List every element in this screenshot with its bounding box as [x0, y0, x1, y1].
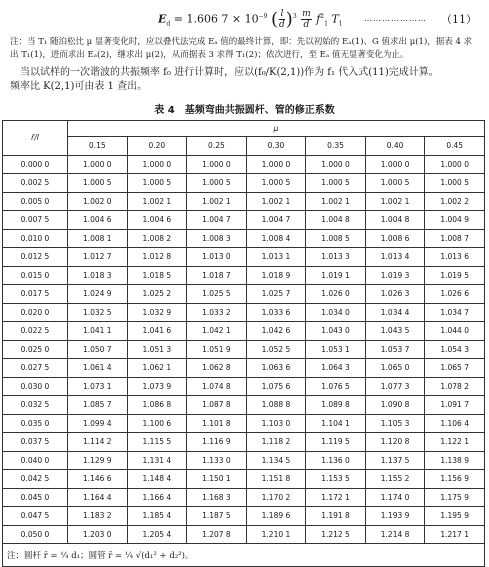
formula-f-sub: 1 [324, 20, 328, 28]
table-cell: 1.175 9 [425, 488, 485, 507]
mu-column-header: 0.30 [246, 137, 306, 156]
table-cell: 1.000 5 [68, 174, 128, 193]
row-ratio-cell: 0.042 5 [3, 470, 68, 489]
table-cell: 1.013 0 [187, 248, 247, 267]
table-row [3, 248, 485, 267]
table-cell: 1.148 4 [127, 470, 187, 489]
table-cell: 1.153 5 [306, 470, 366, 489]
table-cell: 1.053 1 [306, 340, 366, 359]
table-cell: 1.129 9 [68, 451, 128, 470]
table-body [3, 155, 485, 544]
table-cell: 1.088 8 [246, 396, 306, 415]
table-cell: 1.008 2 [127, 229, 187, 248]
table-cell: 1.043 0 [306, 322, 366, 341]
row-ratio-cell: 0.002 5 [3, 174, 68, 193]
table-cell: 1.026 6 [425, 285, 485, 304]
row-ratio-cell: 0.035 0 [3, 414, 68, 433]
row-ratio-cell: 0.007 5 [3, 211, 68, 230]
table-row [3, 285, 485, 304]
table-cell: 1.000 5 [127, 174, 187, 193]
table-cell: 1.073 1 [68, 377, 128, 396]
row-ratio-cell: 0.012 5 [3, 248, 68, 267]
table-cell: 1.002 1 [306, 192, 366, 211]
table-cell: 1.004 7 [187, 211, 247, 230]
table-cell: 1.024 9 [68, 285, 128, 304]
iteration-note: 注：当 T₁ 随泊松比 μ 显著变化时，应以叠代法完成 Eₐ 值的最终计算，即：先以初始的 Eₐ(1)、G 值求出 μ(1)，据表 4 求出 T₁(1)，进而求出 Eₐ(2)，继求出 μ(2)，从而据表 3 求得 T₁(2)；依次进行，至 Eₐ 值无显著变化为止。 [10, 37, 473, 60]
table-cell: 1.183 2 [68, 507, 128, 526]
row-ratio-cell: 0.005 0 [3, 192, 68, 211]
table-cell: 1.174 0 [365, 488, 425, 507]
table-cell: 1.002 0 [68, 192, 128, 211]
table-cell: 1.002 1 [365, 192, 425, 211]
table-cell: 1.189 6 [246, 507, 306, 526]
table-cell: 1.077 3 [365, 377, 425, 396]
table-cell: 1.134 5 [246, 451, 306, 470]
table-cell: 1.203 0 [68, 525, 128, 544]
table-row [3, 303, 485, 322]
row-ratio-cell: 0.032 5 [3, 396, 68, 415]
table-cell: 1.061 4 [68, 359, 128, 378]
table-row [3, 525, 485, 544]
table-cell: 1.065 7 [425, 359, 485, 378]
table-cell: 1.193 9 [365, 507, 425, 526]
table-cell: 1.052 5 [246, 340, 306, 359]
table-cell: 1.019 3 [365, 266, 425, 285]
formula-coefficient: = 1.606 7 × 10 [173, 12, 259, 26]
table-cell: 1.034 0 [306, 303, 366, 322]
table-cell: 1.019 5 [425, 266, 485, 285]
table-cell: 1.136 0 [306, 451, 366, 470]
table-cell: 1.089 8 [306, 396, 366, 415]
formula-frac1-num: l [280, 9, 284, 19]
row-ratio-cell: 0.030 0 [3, 377, 68, 396]
table-row [3, 470, 485, 489]
table-cell: 1.004 6 [68, 211, 128, 230]
table-cell: 1.004 8 [306, 211, 366, 230]
table-cell: 1.034 7 [425, 303, 485, 322]
mu-column-header: 0.25 [187, 137, 247, 156]
table-cell: 1.187 5 [187, 507, 247, 526]
table-cell: 1.032 9 [127, 303, 187, 322]
table-row [3, 174, 485, 193]
table-cell: 1.000 0 [187, 155, 247, 174]
table-cell: 1.207 8 [187, 525, 247, 544]
row-ratio-cell: 0.040 0 [3, 451, 68, 470]
paragraph [10, 66, 485, 94]
table-row [3, 488, 485, 507]
table-cell: 1.042 6 [246, 322, 306, 341]
table-cell: 1.168 3 [187, 488, 247, 507]
table-row [3, 451, 485, 470]
table-cell: 1.101 8 [187, 414, 247, 433]
mu-column-header: 0.35 [306, 137, 366, 156]
table-cell: 1.075 6 [246, 377, 306, 396]
table-cell: 1.025 2 [127, 285, 187, 304]
table-cell: 1.013 3 [306, 248, 366, 267]
table-cell: 1.100 6 [127, 414, 187, 433]
table-cell: 1.164 4 [68, 488, 128, 507]
formula-number: （11） [441, 13, 477, 26]
table-cell: 1.013 1 [246, 248, 306, 267]
paragraph-line-1: 当以试样的一次谐波的共振频率 f₀ 进行计算时，应以(f₀/K(2,1))作为 f₁ 代入式(11)完成计算。 [20, 67, 439, 78]
table-cell: 1.118 2 [246, 433, 306, 452]
mu-column-header: 0.20 [127, 137, 187, 156]
formula-f-sup: 2 [320, 12, 325, 20]
table-row [3, 340, 485, 359]
formula-paren-open: ( [271, 9, 279, 30]
table-cell: 1.012 7 [68, 248, 128, 267]
table-cell: 1.008 3 [187, 229, 247, 248]
table-row [3, 359, 485, 378]
table-cell: 1.034 4 [365, 303, 425, 322]
table-cell: 1.032 5 [68, 303, 128, 322]
table-cell: 1.033 2 [187, 303, 247, 322]
formula-coefficient-exp: −9 [258, 12, 268, 20]
table-cell: 1.065 0 [365, 359, 425, 378]
mu-column-header: 0.45 [425, 137, 485, 156]
table-cell: 1.008 4 [246, 229, 306, 248]
table-cell: 1.004 6 [127, 211, 187, 230]
table-cell: 1.041 1 [68, 322, 128, 341]
table-footnote: 注：圆杆 r̄ = ¼ d₁；圆管 r̄ = ¼ √(d₁² + d₂²)。 [3, 544, 485, 567]
table-cell: 1.041 6 [127, 322, 187, 341]
table-cell: 1.086 8 [127, 396, 187, 415]
row-ratio-cell: 0.045 0 [3, 488, 68, 507]
table-cell: 1.044 0 [425, 322, 485, 341]
table-cell: 1.008 5 [306, 229, 366, 248]
table-cell: 1.166 4 [127, 488, 187, 507]
table-cell: 1.138 9 [425, 451, 485, 470]
table-cell: 1.004 7 [246, 211, 306, 230]
table-cell: 1.104 1 [306, 414, 366, 433]
table-cell: 1.000 5 [187, 174, 247, 193]
table-header-row-1 [3, 121, 485, 137]
formula-fraction-m-d [301, 9, 312, 30]
table-cell: 1.000 0 [365, 155, 425, 174]
table-cell: 1.062 1 [127, 359, 187, 378]
row-ratio-cell: 0.037 5 [3, 433, 68, 452]
table-cell: 1.000 0 [306, 155, 366, 174]
formula-paren-close: ) [285, 9, 293, 30]
table-cell: 1.087 8 [187, 396, 247, 415]
table-cell: 1.012 8 [127, 248, 187, 267]
table-cell: 1.195 9 [425, 507, 485, 526]
table-cell: 1.000 0 [425, 155, 485, 174]
table-cell: 1.115 5 [127, 433, 187, 452]
table-cell: 1.000 0 [68, 155, 128, 174]
row-ratio-cell: 0.017 5 [3, 285, 68, 304]
row-header-label: r̄/l [3, 121, 68, 156]
table-cell: 1.051 9 [187, 340, 247, 359]
formula-fraction-l-d [279, 9, 285, 30]
table-cell: 1.150 1 [187, 470, 247, 489]
table-cell: 1.063 6 [246, 359, 306, 378]
table-cell: 1.053 7 [365, 340, 425, 359]
formula-f-term: f [316, 12, 321, 26]
table-cell: 1.025 7 [246, 285, 306, 304]
table-cell: 1.074 8 [187, 377, 247, 396]
row-ratio-cell: 0.022 5 [3, 322, 68, 341]
table-cell: 1.000 5 [365, 174, 425, 193]
table-cell: 1.120 8 [365, 433, 425, 452]
table-cell: 1.000 0 [246, 155, 306, 174]
table-cell: 1.116 9 [187, 433, 247, 452]
table-cell: 1.018 3 [68, 266, 128, 285]
table-cell: 1.156 9 [425, 470, 485, 489]
formula-expression [158, 9, 343, 30]
formula-frac1-exp: 3 [292, 12, 297, 20]
correction-factor-table [2, 120, 485, 567]
table-cell: 1.018 5 [127, 266, 187, 285]
table-cell: 1.170 2 [246, 488, 306, 507]
formula-frac2-den: d [303, 20, 310, 30]
table-row [3, 155, 485, 174]
row-ratio-cell: 0.020 0 [3, 303, 68, 322]
table-cell: 1.122 1 [425, 433, 485, 452]
table-cell: 1.008 7 [425, 229, 485, 248]
table-cell: 1.212 5 [306, 525, 366, 544]
table-cell: 1.099 4 [68, 414, 128, 433]
table-cell: 1.051 3 [127, 340, 187, 359]
table-row [3, 229, 485, 248]
table-cell: 1.025 5 [187, 285, 247, 304]
table-footnote-row [3, 544, 485, 567]
table-cell: 1.026 3 [365, 285, 425, 304]
table-cell: 1.004 9 [425, 211, 485, 230]
table-cell: 1.078 2 [425, 377, 485, 396]
table-cell: 1.106 4 [425, 414, 485, 433]
formula-lhs: E [158, 12, 167, 26]
table-cell: 1.043 5 [365, 322, 425, 341]
table-cell: 1.000 5 [306, 174, 366, 193]
table-row [3, 211, 485, 230]
mu-header: μ [68, 121, 485, 137]
row-ratio-cell: 0.000 0 [3, 155, 68, 174]
table-cell: 1.185 4 [127, 507, 187, 526]
table-cell: 1.064 3 [306, 359, 366, 378]
table-cell: 1.013 4 [365, 248, 425, 267]
table-cell: 1.042 1 [187, 322, 247, 341]
table-cell: 1.205 4 [127, 525, 187, 544]
table-cell: 1.210 1 [246, 525, 306, 544]
table-cell: 1.073 9 [127, 377, 187, 396]
table-row [3, 396, 485, 415]
table-cell: 1.018 9 [246, 266, 306, 285]
table-caption: 表 4 基频弯曲共振圆杆、管的修正系数 [154, 105, 335, 116]
table-row [3, 507, 485, 526]
table-cell: 1.033 6 [246, 303, 306, 322]
table-row [3, 377, 485, 396]
table-cell: 1.026 0 [306, 285, 366, 304]
table-cell: 1.155 2 [365, 470, 425, 489]
row-ratio-cell: 0.010 0 [3, 229, 68, 248]
table-cell: 1.054 3 [425, 340, 485, 359]
table-cell: 1.002 1 [127, 192, 187, 211]
formula-frac2-num: m [302, 9, 311, 19]
table-cell: 1.002 1 [246, 192, 306, 211]
table-row [3, 433, 485, 452]
formula-frac1-den: d [279, 20, 285, 30]
table-cell: 1.114 2 [68, 433, 128, 452]
table-row [3, 322, 485, 341]
table-cell: 1.137 5 [365, 451, 425, 470]
table-cell: 1.151 8 [246, 470, 306, 489]
table-header-row-2 [3, 137, 485, 156]
table-cell: 1.018 7 [187, 266, 247, 285]
table-cell: 1.013 6 [425, 248, 485, 267]
table-cell: 1.191 8 [306, 507, 366, 526]
mu-column-header: 0.40 [365, 137, 425, 156]
paragraph-line-2: 频率比 K(2,1)可由表 1 查出。 [10, 81, 148, 92]
formula-t-term: T [331, 12, 339, 26]
table-row [3, 414, 485, 433]
table-cell: 1.217 1 [425, 525, 485, 544]
table-cell: 1.119 5 [306, 433, 366, 452]
table-cell: 1.019 1 [306, 266, 366, 285]
row-ratio-cell: 0.015 0 [3, 266, 68, 285]
table-cell: 1.146 6 [68, 470, 128, 489]
table-row [3, 192, 485, 211]
table-cell: 1.091 7 [425, 396, 485, 415]
table-cell: 1.076 5 [306, 377, 366, 396]
table-cell: 1.172 1 [306, 488, 366, 507]
table-cell: 1.008 1 [68, 229, 128, 248]
table-cell: 1.062 8 [187, 359, 247, 378]
table-cell: 1.085 7 [68, 396, 128, 415]
formula-leader-dots: ………………… [364, 14, 427, 23]
table-cell: 1.000 5 [246, 174, 306, 193]
formula-t-sub: 1 [338, 20, 343, 28]
row-ratio-cell: 0.050 0 [3, 525, 68, 544]
row-ratio-cell: 0.027 5 [3, 359, 68, 378]
table-cell: 1.008 6 [365, 229, 425, 248]
table-cell: 1.103 0 [246, 414, 306, 433]
row-ratio-cell: 0.025 0 [3, 340, 68, 359]
table-cell: 1.000 5 [425, 174, 485, 193]
table-cell: 1.105 3 [365, 414, 425, 433]
formula-11 [0, 2, 489, 32]
table-cell: 1.214 8 [365, 525, 425, 544]
mu-column-header: 0.15 [68, 137, 128, 156]
table-cell: 1.131 4 [127, 451, 187, 470]
table-cell: 1.090 8 [365, 396, 425, 415]
table-cell: 1.000 0 [127, 155, 187, 174]
table-cell: 1.002 1 [187, 192, 247, 211]
table-cell: 1.133 0 [187, 451, 247, 470]
table-row [3, 266, 485, 285]
formula-lhs-sub: d [166, 20, 171, 28]
table-cell: 1.050 7 [68, 340, 128, 359]
table-cell: 1.004 8 [365, 211, 425, 230]
table-cell: 1.002 2 [425, 192, 485, 211]
row-ratio-cell: 0.047 5 [3, 507, 68, 526]
